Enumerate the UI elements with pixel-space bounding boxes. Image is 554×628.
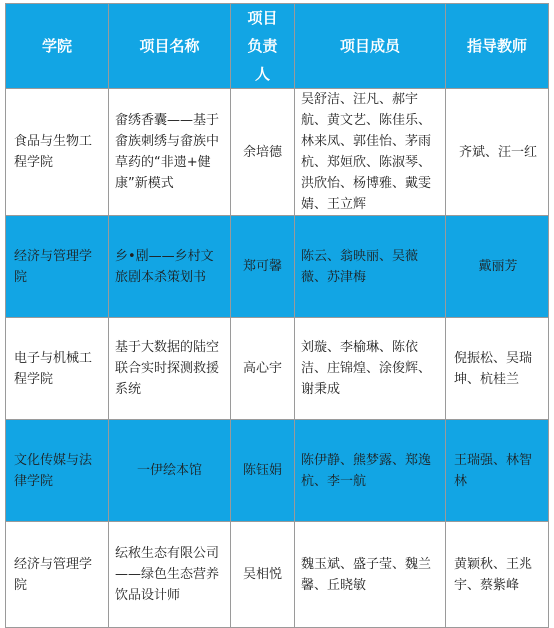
header-leader xyxy=(231,4,295,89)
leader-text: 高心宇 xyxy=(242,361,282,376)
leader-text: 郑可馨 xyxy=(242,259,282,274)
cell-advisor xyxy=(446,216,549,318)
table-row xyxy=(6,522,549,628)
cell-project-name xyxy=(109,216,231,318)
cell-advisor xyxy=(446,89,549,216)
college-text: 文化传媒与法律学院 xyxy=(14,452,93,489)
table-row xyxy=(6,318,549,420)
advisor-text: 倪振松、吴瑞坤、杭桂兰 xyxy=(454,350,533,387)
members-text: 吴舒洁、汪凡、郝宇航、黄文艺、陈佳乐、林来凤、郭佳怡、茅雨杭、郑姮欣、陈淑琴、洪欣怡、杨博雅、戴雯婧、王立辉 xyxy=(301,92,432,212)
cell-leader xyxy=(231,522,295,628)
header-college: 学院 xyxy=(6,4,109,89)
table-row xyxy=(6,216,549,318)
cell-project-name xyxy=(109,420,231,522)
advisor-text: 王瑞强、林智林 xyxy=(454,452,533,489)
college-text: 经济与管理学院 xyxy=(14,248,93,285)
cell-project-name xyxy=(109,318,231,420)
project-table-container xyxy=(5,3,549,628)
cell-college xyxy=(6,522,109,628)
cell-project-name xyxy=(109,89,231,216)
members-text: 刘璇、李榆琳、陈依洁、庄锦煌、涂俊辉、谢秉成 xyxy=(301,340,432,397)
members-text: 陈云、翁映丽、吴薇薇、苏津梅 xyxy=(301,248,419,285)
cell-members xyxy=(295,420,446,522)
advisor-text: 黄颖秋、王兆宇、蔡紫峰 xyxy=(454,556,533,593)
college-text: 食品与生物工程学院 xyxy=(14,134,93,170)
project-name-text: 纭秾生态有限公司——绿色生态营养饮品设计师 xyxy=(115,546,220,603)
cell-members xyxy=(295,216,446,318)
cell-leader xyxy=(231,420,295,522)
members-text: 陈伊静、熊梦露、郑逸杭、李一航 xyxy=(301,452,432,489)
cell-members xyxy=(295,89,446,216)
cell-college xyxy=(6,420,109,522)
header-leader-text: 项目负责人 xyxy=(247,9,278,83)
cell-advisor xyxy=(446,522,549,628)
table-row xyxy=(6,420,549,522)
leader-text: 吴相悦 xyxy=(242,567,282,582)
header-advisor: 指导教师 xyxy=(446,4,549,89)
cell-advisor xyxy=(446,318,549,420)
college-text: 经济与管理学院 xyxy=(14,556,93,593)
advisor-text: 齐斌、汪一红 xyxy=(458,144,537,160)
cell-leader xyxy=(231,216,295,318)
cell-college xyxy=(6,216,109,318)
cell-members xyxy=(295,522,446,628)
project-name-text: 基于大数据的陆空联合实时探测救援系统 xyxy=(115,340,220,397)
college-text: 电子与机械工程学院 xyxy=(14,350,93,387)
project-name-text: 乡•剧——乡村文旅剧本杀策划书 xyxy=(115,248,214,285)
cell-leader xyxy=(231,89,295,216)
project-name-text: 一伊绘本馆 xyxy=(136,463,202,478)
leader-text: 陈钰娟 xyxy=(242,463,282,478)
cell-college xyxy=(6,318,109,420)
header-row xyxy=(6,4,549,89)
cell-members xyxy=(295,318,446,420)
cell-advisor xyxy=(446,420,549,522)
leader-text: 余培德 xyxy=(242,144,282,160)
cell-college xyxy=(6,89,109,216)
members-text: 魏玉斌、盛子莹、魏兰馨、丘晓敏 xyxy=(301,556,432,593)
cell-project-name xyxy=(109,522,231,628)
header-project-name: 项目名称 xyxy=(109,4,231,89)
table-row xyxy=(6,89,549,216)
project-name-text: 畲绣香囊——基于畲族刺绣与畲族中草药的“非遗+健康”新模式 xyxy=(115,113,220,191)
header-members: 项目成员 xyxy=(295,4,446,89)
advisor-text: 戴丽芳 xyxy=(478,259,518,274)
project-table xyxy=(5,3,549,628)
cell-leader xyxy=(231,318,295,420)
